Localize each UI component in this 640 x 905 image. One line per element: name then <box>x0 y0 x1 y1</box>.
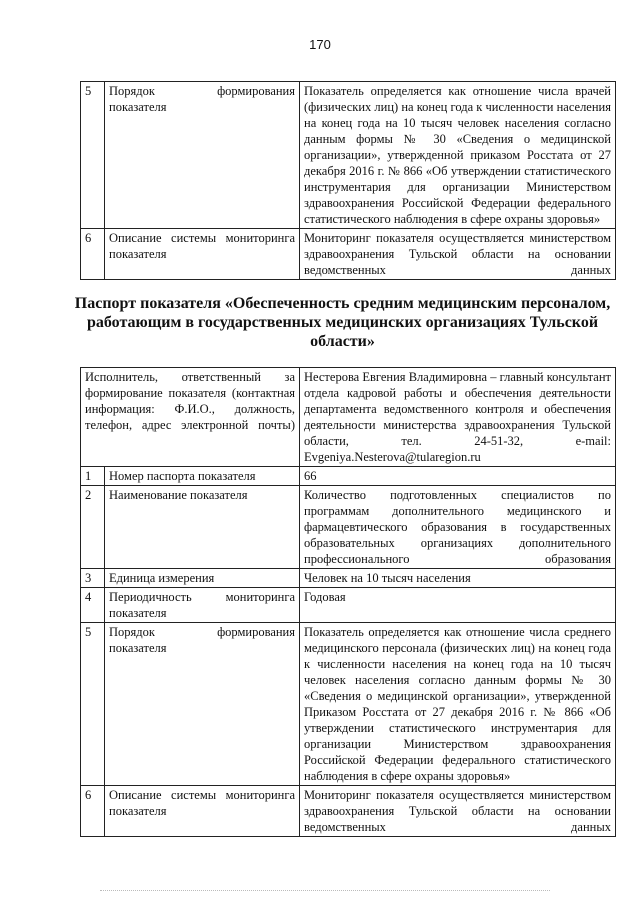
row-number: 3 <box>81 569 105 588</box>
table-row <box>81 229 616 280</box>
row-value: Годовая <box>300 588 616 623</box>
row-label: Описание системы мониторинга показателя <box>105 786 300 837</box>
row-value: Количество подготовленных специалистов по программам дополнительного медицинского и фармацевтического образования в государственных образовательных организациях дополнительного профессионального образования <box>300 486 616 569</box>
row-number: 1 <box>81 467 105 486</box>
executor-label: Исполнитель, ответственный за формирование показателя (контактная информация: Ф.И.О., должность, телефон, адрес электронной почты) <box>81 368 300 467</box>
row-value: Показатель определяется как отношение числа среднего медицинского персонала (физических лиц) на конец года к численности населения на конец года на 10 тысяч человек населения согласно данным формы № 30 «Сведения о медицинской организации», утвержденной Приказом Росстата от 27 декабря 2016 г. № 866 «Об утверждении статистического инструментария для организации Министерством здравоохранения Российской Федерации федерального статистического наблюдения в сфере охраны здоровья» <box>300 623 616 786</box>
row-value: 66 <box>300 467 616 486</box>
row-number: 4 <box>81 588 105 623</box>
row-label: Описание системы мониторинга показателя <box>105 229 300 280</box>
row-number: 5 <box>81 623 105 786</box>
row-value: Мониторинг показателя осуществляется министерством здравоохранения Тульской области на основании ведомственных данных <box>300 786 616 837</box>
executor-value: Нестерова Евгения Владимировна – главный консультант отдела кадровой работы и обеспечения деятельности департамента ведомственного контроля и обеспечения деятельности министерства здравоохранения Тульской области, тел. 24-51-32, e-mail: Evgeniya.Nesterova@tularegion.ru <box>300 368 616 467</box>
row-number: 6 <box>81 229 105 280</box>
table-row <box>81 588 616 623</box>
row-number: 5 <box>81 82 105 229</box>
table-row <box>81 623 616 786</box>
row-value: Мониторинг показателя осуществляется министерством здравоохранения Тульской области на основании ведомственных данных <box>300 229 616 280</box>
row-label: Номер паспорта показателя <box>105 467 300 486</box>
page-number: 170 <box>309 37 331 52</box>
row-label: Порядок формирования показателя <box>105 623 300 786</box>
row-value: Показатель определяется как отношение числа врачей (физических лиц) на конец года к численности населения на конец года на 10 тысяч человек населения согласно данным формы № 30 «Сведения о медицинской организации», утвержденной приказом Росстата от 27 декабря 2016 г. № 866 «Об утверждении статистического инструментария для организации Министерством здравоохранения Российской Федерации федерального статистического наблюдения в сфере охраны здоровья» <box>300 82 616 229</box>
footer-scan-artifact <box>100 890 550 894</box>
row-value: Человек на 10 тысяч населения <box>300 569 616 588</box>
indicator-passport-table <box>80 367 616 837</box>
row-number: 2 <box>81 486 105 569</box>
table-row <box>81 486 616 569</box>
section-title: Паспорт показателя «Обеспеченность средним медицинским персоналом, работающим в государственных медицинских организациях Тульской области» <box>74 295 611 350</box>
table-row <box>81 82 616 229</box>
table-row <box>81 786 616 837</box>
row-label: Периодичность мониторинга показателя <box>105 588 300 623</box>
row-number: 6 <box>81 786 105 837</box>
row-label: Единица измерения <box>105 569 300 588</box>
row-label: Наименование показателя <box>105 486 300 569</box>
indicator-table-previous <box>80 81 616 280</box>
table-row <box>81 569 616 588</box>
row-label: Порядок формирования показателя <box>105 82 300 229</box>
table-row <box>81 368 616 467</box>
table-row <box>81 467 616 486</box>
